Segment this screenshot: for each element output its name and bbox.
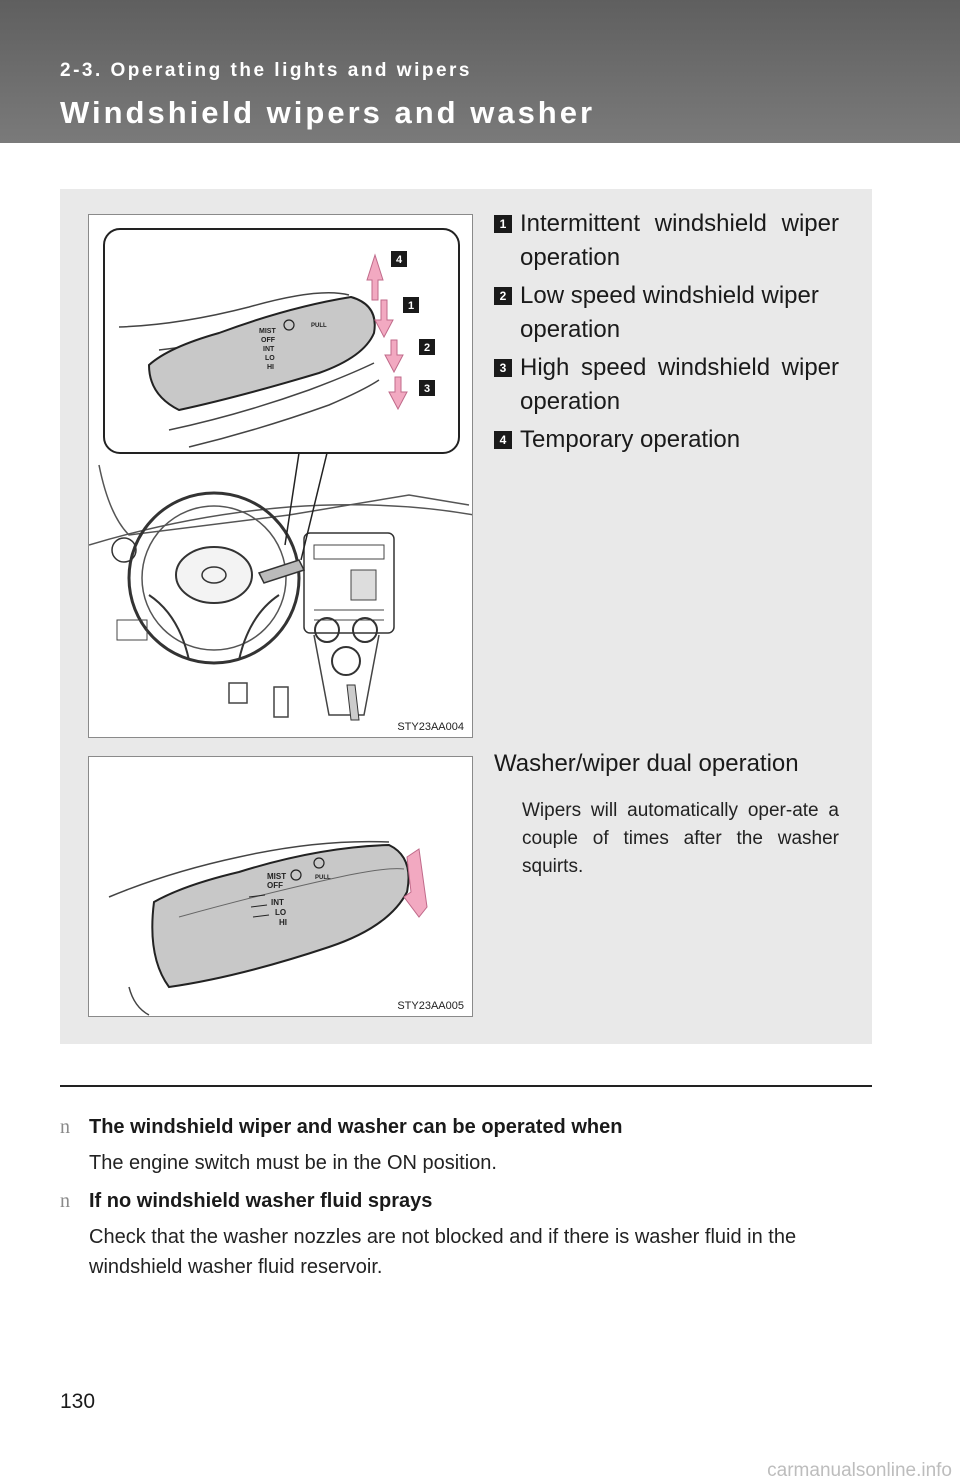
number-badge: 4	[494, 431, 512, 449]
page-title: Windshield wipers and washer	[60, 95, 596, 130]
washer-lever-figure	[88, 756, 473, 1017]
note-heading-text: If no windshield washer fluid sprays	[89, 1190, 433, 1212]
legend-item	[494, 351, 839, 419]
dashboard-illustration	[89, 215, 473, 738]
switch-label-mist: MIST	[259, 328, 276, 335]
note-heading	[60, 1112, 872, 1142]
wiper-lever-figure	[88, 214, 473, 738]
legend-item	[494, 423, 839, 457]
legend-text: High speed windshield wiper operation	[520, 354, 839, 415]
watermark: carmanualsonline.info	[767, 1460, 952, 1481]
dual-operation-title: Washer/wiper dual operation	[494, 750, 799, 777]
number-badge: 3	[494, 359, 512, 377]
switch-label-pull: PULL	[315, 875, 331, 881]
legend-text: Intermittent windshield wiper operation	[520, 210, 839, 271]
note-bullet: n	[60, 1190, 70, 1212]
note-heading	[60, 1186, 872, 1216]
switch-label-lo: LO	[265, 355, 275, 362]
switch-label-off: OFF	[261, 337, 275, 344]
number-badge: 2	[494, 287, 512, 305]
callout-badge: 2	[423, 342, 431, 354]
switch-label-lo: LO	[275, 908, 287, 917]
switch-label-pull: PULL	[311, 323, 327, 329]
dual-operation-body: Wipers will automatically oper-ate a couple of times after the washer squirts.	[522, 800, 839, 877]
page-number: 130	[60, 1390, 96, 1413]
washer-illustration	[89, 757, 473, 1017]
callout-badge: 3	[423, 383, 431, 395]
switch-label-int: INT	[271, 898, 284, 907]
section-divider	[60, 1085, 872, 1087]
callout-badge: 4	[395, 254, 403, 266]
switch-label-off: OFF	[267, 881, 283, 890]
switch-label-mist: MIST	[267, 872, 287, 881]
note-heading-text: The windshield wiper and washer can be operated when	[89, 1116, 623, 1138]
number-badge: 1	[494, 215, 512, 233]
notes-section	[60, 1112, 872, 1290]
switch-label-hi: HI	[267, 364, 274, 371]
legend-item	[494, 279, 839, 347]
figure-code: STY23AA004	[397, 721, 464, 733]
callout-badge: 1	[407, 300, 415, 312]
legend-text: Low speed windshield wiper operation	[520, 282, 819, 343]
note-body: The engine switch must be in the ON position.	[89, 1152, 497, 1174]
legend-text: Temporary operation	[520, 426, 741, 453]
note-bullet: n	[60, 1116, 70, 1138]
page-header	[0, 0, 960, 143]
switch-label-int: INT	[263, 346, 275, 353]
legend-list	[494, 207, 839, 461]
figure-code: STY23AA005	[397, 1000, 464, 1012]
note-body: Check that the washer nozzles are not blocked and if there is washer fluid in the windshield washer fluid reservoir.	[89, 1226, 797, 1278]
switch-label-hi: HI	[279, 918, 287, 927]
legend-item	[494, 207, 839, 275]
section-title: 2-3. Operating the lights and wipers	[60, 60, 472, 81]
